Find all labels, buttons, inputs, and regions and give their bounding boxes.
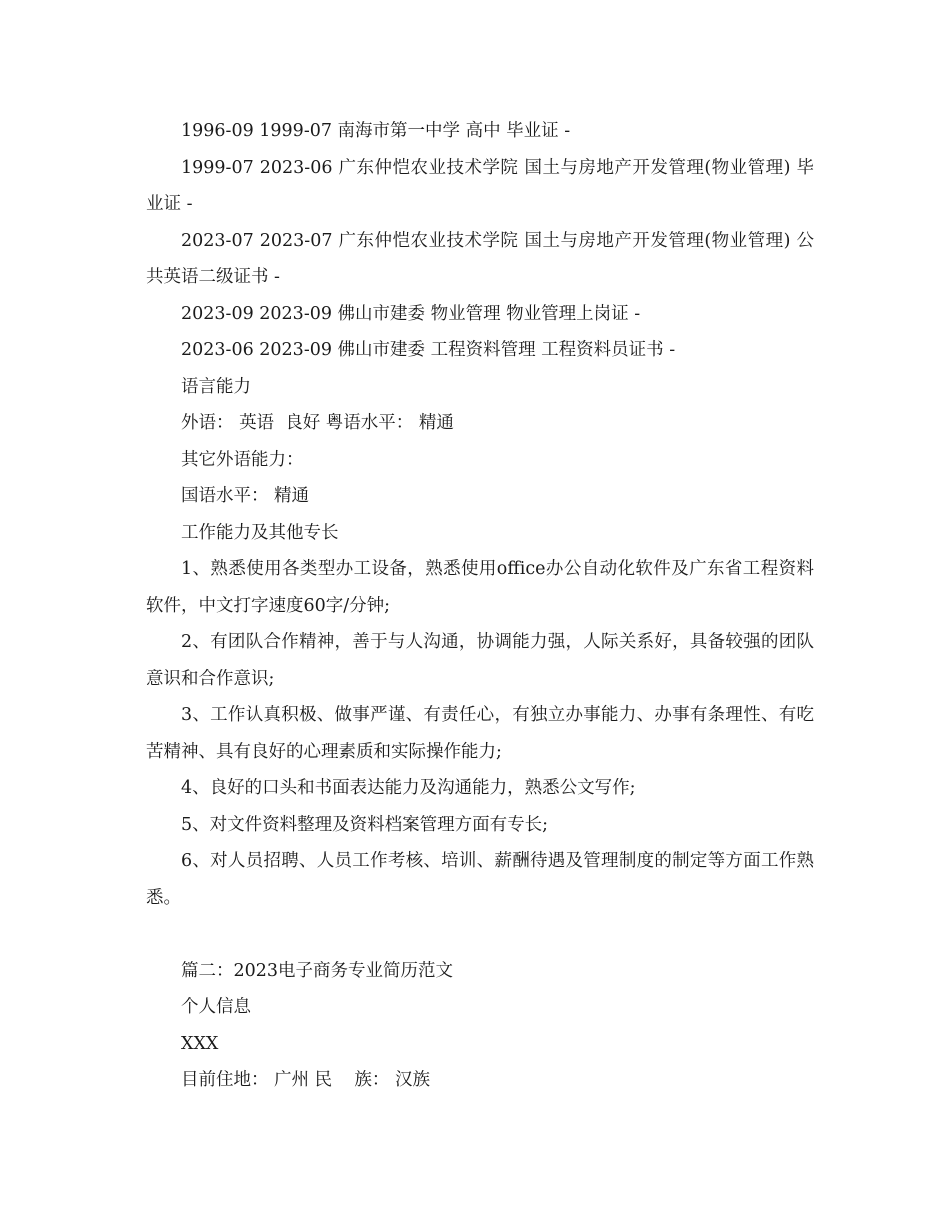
- residence-ethnicity: 目前住地： 广州 民 族： 汉族: [181, 1070, 430, 1090]
- skill-item: 2、有团队合作精神，善于与人沟通，协调能力强，人际关系好，具备较强的团队意识和合作意识;: [146, 632, 814, 689]
- skill-item: 1、熟悉使用各类型办工设备，熟悉使用office办公自动化软件及广东省工程资料软件，中文打字速度60字/分钟;: [146, 559, 814, 616]
- section-heading-language: 语言能力: [181, 376, 251, 397]
- education-row: 2023-07 2023-07 广东仲恺农业技术学院 国土与房地产开发管理(物业管理) 公共英语二级证书 -: [146, 230, 814, 287]
- paragraph-gap: [146, 916, 814, 953]
- document-body: [146, 113, 814, 1099]
- section-title-part2: 篇二：2023电子商务专业简历范文: [181, 960, 454, 981]
- education-row: 2023-06 2023-09 佛山市建委 工程资料管理 工程资料员证书 -: [181, 340, 676, 360]
- section-heading-skills: 工作能力及其他专长: [181, 522, 339, 543]
- education-row: 2023-09 2023-09 佛山市建委 物业管理 物业管理上岗证 -: [181, 303, 641, 324]
- language-other: 其它外语能力：: [181, 449, 304, 470]
- skill-item: 4、良好的口头和书面表达能力及沟通能力，熟悉公文写作;: [181, 778, 636, 798]
- education-row: 1999-07 2023-06 广东仲恺农业技术学院 国土与房地产开发管理(物业管理) 毕业证 -: [146, 157, 814, 214]
- skill-item: 5、对文件资料整理及资料档案管理方面有专长;: [181, 814, 549, 835]
- skill-item: 3、工作认真积极、做事严谨、有责任心，有独立办事能力、办事有条理性、有吃苦精神、具有良好的心理素质和实际操作能力;: [146, 705, 814, 762]
- language-mandarin: 国语水平： 精通: [181, 486, 310, 506]
- skill-item: 6、对人员招聘、人员工作考核、培训、薪酬待遇及管理制度的制定等方面工作熟悉。: [146, 851, 814, 908]
- language-foreign: 外语： 英语 良好 粤语水平： 精通: [181, 413, 454, 433]
- section-heading-personal-info: 个人信息: [181, 997, 251, 1017]
- education-row: 1996-09 1999-07 南海市第一中学 高中 毕业证 -: [181, 121, 571, 141]
- person-name: XXX: [181, 1033, 219, 1054]
